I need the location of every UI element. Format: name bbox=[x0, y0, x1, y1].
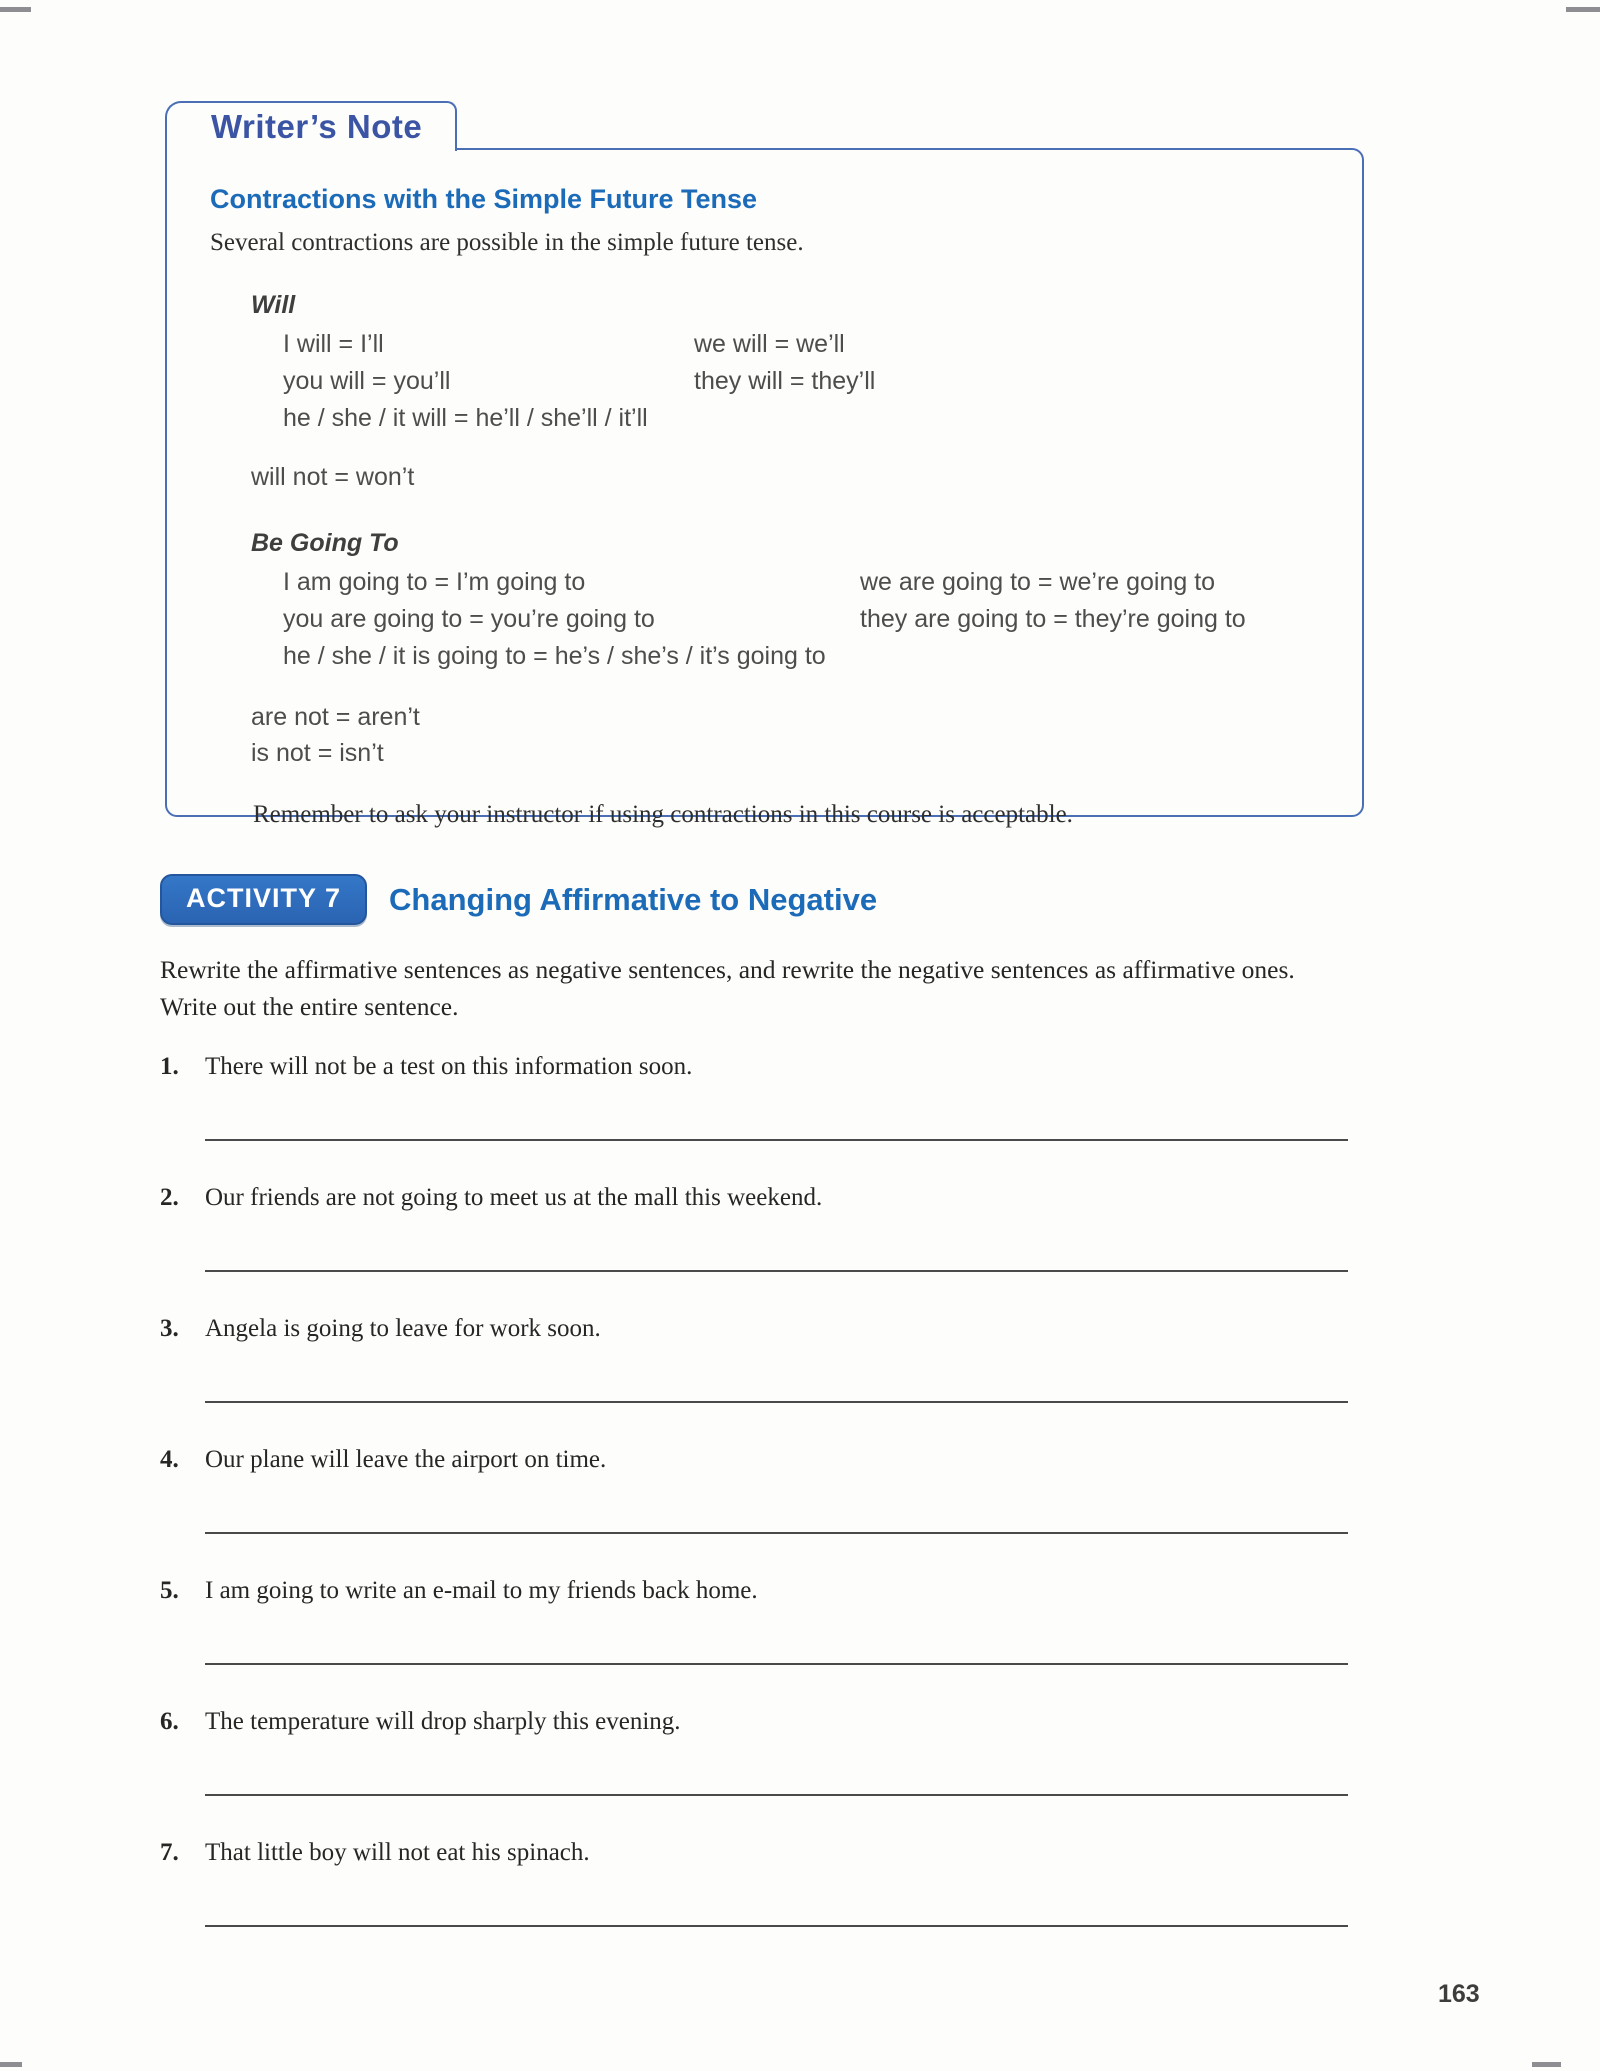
exercise-item bbox=[160, 1839, 1350, 1927]
will-lines bbox=[283, 326, 1312, 437]
contraction-text: they are going to = they’re going to bbox=[860, 605, 1246, 633]
activity-badge: ACTIVITY 7 bbox=[160, 874, 367, 925]
writers-note-body bbox=[165, 148, 1364, 828]
contraction-text: they will = they’ll bbox=[694, 367, 876, 395]
activity-instructions: Rewrite the affirmative sentences as negative sentences, and rewrite the negative sentences as affirmative ones. Write out the entire sentence. bbox=[160, 955, 1295, 1021]
negative-contractions bbox=[210, 699, 1312, 771]
exercise-item bbox=[160, 1708, 1350, 1796]
contraction-text: we will = we’ll bbox=[694, 330, 845, 358]
contraction-row bbox=[283, 601, 1312, 638]
answer-line bbox=[205, 1270, 1348, 1272]
item-text: I am going to write an e-mail to my friends back home. bbox=[205, 1577, 758, 1604]
are-not-contraction: are not = aren’t bbox=[251, 703, 420, 731]
contraction-row bbox=[283, 326, 1312, 363]
exercise-sentence bbox=[160, 1446, 1350, 1474]
note-intro: Several contractions are possible in the simple future tense. bbox=[210, 229, 804, 256]
exercise-items bbox=[160, 1053, 1350, 1927]
item-text: Our plane will leave the airport on time. bbox=[205, 1446, 607, 1473]
writers-note-box bbox=[165, 101, 1364, 828]
item-number: 5. bbox=[160, 1577, 179, 1604]
exercise-sentence bbox=[160, 1053, 1350, 1081]
activity-title: Changing Affirmative to Negative bbox=[389, 881, 878, 917]
crop-mark-bottom-right bbox=[1532, 2062, 1561, 2067]
item-number: 1. bbox=[160, 1053, 179, 1080]
contraction-row bbox=[283, 638, 1312, 675]
be-going-to-label: Be Going To bbox=[251, 529, 399, 557]
answer-line bbox=[205, 1663, 1348, 1665]
writers-note-tab bbox=[165, 101, 457, 151]
exercise-sentence bbox=[160, 1315, 1350, 1343]
exercise-sentence bbox=[160, 1839, 1350, 1867]
contraction-text: we are going to = we’re going to bbox=[860, 568, 1216, 596]
crop-mark-top-left bbox=[0, 7, 31, 12]
exercise-item bbox=[160, 1577, 1350, 1665]
exercise-item bbox=[160, 1446, 1350, 1534]
answer-line bbox=[205, 1794, 1348, 1796]
will-not-contraction: will not = won’t bbox=[251, 463, 415, 491]
item-text: Our friends are not going to meet us at the mall this weekend. bbox=[205, 1184, 823, 1211]
exercise-item bbox=[160, 1315, 1350, 1403]
will-label: Will bbox=[251, 291, 296, 319]
item-text: Angela is going to leave for work soon. bbox=[205, 1315, 601, 1342]
contraction-text: I am going to = I’m going to bbox=[283, 568, 586, 596]
answer-line bbox=[205, 1401, 1348, 1403]
note-heading: Contractions with the Simple Future Tense bbox=[210, 184, 758, 214]
item-text: That little boy will not eat his spinach. bbox=[205, 1839, 590, 1866]
is-not-contraction: is not = isn’t bbox=[251, 739, 384, 767]
activity-section bbox=[160, 874, 1350, 1970]
contraction-row bbox=[283, 400, 1312, 437]
item-number: 2. bbox=[160, 1184, 179, 1211]
exercise-sentence bbox=[160, 1184, 1350, 1212]
exercise-sentence bbox=[160, 1577, 1350, 1605]
contraction-text: you are going to = you’re going to bbox=[283, 605, 655, 633]
exercise-sentence bbox=[160, 1708, 1350, 1736]
item-number: 7. bbox=[160, 1839, 179, 1866]
note-reminder: Remember to ask your instructor if using contractions in this course is acceptable. bbox=[253, 801, 1073, 828]
contraction-text: he / she / it will = he’ll / she’ll / it’ll bbox=[283, 404, 648, 432]
item-text: There will not be a test on this information soon. bbox=[205, 1053, 693, 1080]
answer-line bbox=[205, 1139, 1348, 1141]
contraction-text: I will = I’ll bbox=[283, 330, 384, 358]
be-going-to-lines bbox=[283, 564, 1312, 675]
exercise-item bbox=[160, 1053, 1350, 1141]
page-number: 163 bbox=[1438, 1980, 1480, 2008]
answer-line bbox=[205, 1925, 1348, 1927]
contraction-text: you will = you’ll bbox=[283, 367, 451, 395]
item-number: 6. bbox=[160, 1708, 179, 1735]
answer-line bbox=[205, 1532, 1348, 1534]
contraction-text: he / she / it is going to = he’s / she’s / it’s going to bbox=[283, 642, 826, 670]
activity-header bbox=[160, 874, 1350, 925]
contraction-row bbox=[283, 564, 1312, 601]
contraction-row bbox=[283, 363, 1312, 400]
will-section bbox=[210, 291, 1312, 495]
item-text: The temperature will drop sharply this evening. bbox=[205, 1708, 681, 1735]
crop-mark-top-right bbox=[1566, 7, 1600, 12]
item-number: 3. bbox=[160, 1315, 179, 1342]
crop-mark-bottom-left bbox=[0, 2062, 22, 2067]
item-number: 4. bbox=[160, 1446, 179, 1473]
be-going-to-section bbox=[210, 529, 1312, 771]
exercise-item bbox=[160, 1184, 1350, 1272]
writers-note-title: Writer’s Note bbox=[211, 108, 423, 145]
